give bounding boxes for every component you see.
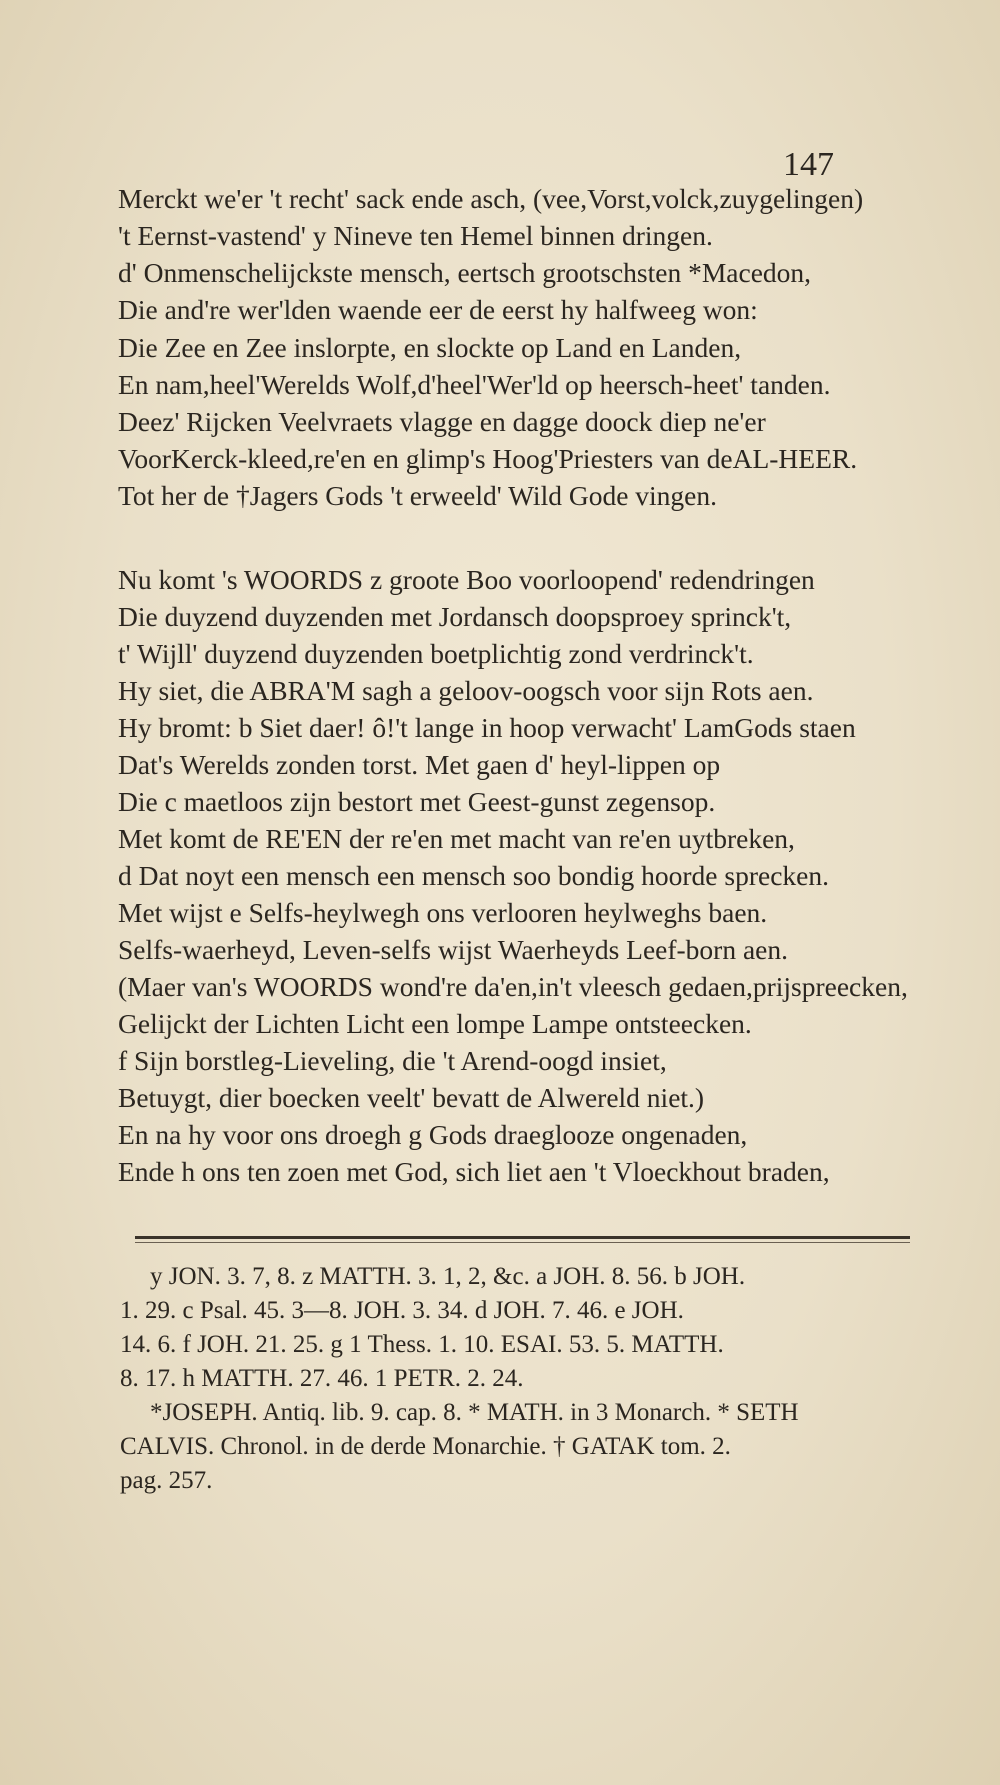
verse-line: En na hy voor ons droegh g Gods draeglooze ongenaden, [118, 1119, 748, 1150]
verse-line: Selfs-waerheyd, Leven-selfs wijst Waerheyds Leef-born aen. [118, 934, 789, 965]
verse-line: Merckt we'er 't recht' sack ende asch, (vee,Vorst,volck,zuygelingen) [118, 183, 864, 214]
footnote-separator-thin-rule [135, 1242, 910, 1243]
footnote-line: 14. 6. f JOH. 21. 25. g 1 Thess. 1. 10. ESAI. 53. 5. MATTH. [120, 1331, 724, 1358]
verse-line: En nam,heel'Werelds Wolf,d'heel'Wer'ld op heersch-heet' tanden. [118, 369, 831, 400]
verse-line: Tot her de †Jagers Gods 't erweeld' Wild Gode vingen. [118, 480, 717, 511]
footnote-line: pag. 257. [120, 1467, 213, 1494]
footnote-line: 1. 29. c Psal. 45. 3—8. JOH. 3. 34. d JOH. 7. 46. e JOH. [120, 1297, 684, 1324]
verse-line: Die Zee en Zee inslorpte, en slockte op Land en Landen, [118, 332, 742, 363]
verse-line: Nu komt 's WOORDS z groote Boo voorloopend' redendringen [118, 564, 815, 595]
verse-line: Die and're wer'lden waende eer de eerst hy halfweeg won: [118, 294, 758, 325]
verse-line: t' Wijll' duyzend duyzenden boetplichtig zond verdrinck't. [118, 638, 754, 669]
verse-line: d' Onmenschelijckste mensch, eertsch grootschsten *Macedon, [118, 257, 812, 288]
verse-line: Hy siet, die ABRA'M sagh a geloov-oogsch voor sijn Rots aen. [118, 675, 814, 706]
verse-line: VoorKerck-kleed,re'en en glimp's Hoog'Priesters van deAL-HEER. [118, 443, 858, 474]
verse-line: Die c maetloos zijn bestort met Geest-gunst zegensop. [118, 786, 716, 817]
verse-line: Die duyzend duyzenden met Jordansch doopsproey sprinck't, [118, 601, 792, 632]
verse-line: d Dat noyt een mensch een mensch soo bondig hoorde sprecken. [118, 860, 829, 891]
footnote-line: CALVIS. Chronol. in de derde Monarchie. † GATAK tom. 2. [120, 1433, 731, 1460]
verse-line: f Sijn borstleg-Lieveling, die 't Arend-oogd insiet, [118, 1045, 667, 1076]
verse-line: Hy bromt: b Siet daer! ô!'t lange in hoop verwacht' LamGods staen [118, 712, 856, 743]
verse-line: Met komt de RE'EN der re'en met macht van re'en uytbreken, [118, 823, 795, 854]
page-number: 147 [783, 146, 834, 183]
footnote-line: 8. 17. h MATTH. 27. 46. 1 PETR. 2. 24. [120, 1365, 524, 1392]
footnote-separator-rule [135, 1236, 910, 1239]
verse-line: Gelijckt der Lichten Licht een lompe Lampe ontsteecken. [118, 1008, 752, 1039]
verse-line: (Maer van's WOORDS wond're da'en,in't vleesch gedaen,prijspreecken, [118, 971, 908, 1002]
footnote-line: y JON. 3. 7, 8. z MATTH. 3. 1, 2, &c. a JOH. 8. 56. b JOH. [150, 1263, 746, 1290]
footnote-line: *JOSEPH. Antiq. lib. 9. cap. 8. * MATH. in 3 Monarch. * SETH [150, 1399, 799, 1426]
verse-line: 't Eernst-vastend' y Nineve ten Hemel binnen dringen. [118, 220, 713, 251]
verse-line: Ende h ons ten zoen met God, sich liet aen 't Vloeckhout braden, [118, 1156, 830, 1187]
verse-line: Dat's Werelds zonden torst. Met gaen d' heyl-lippen op [118, 749, 721, 780]
verse-line: Deez' Rijcken Veelvraets vlagge en dagge doock diep ne'er [118, 406, 766, 437]
verse-line: Met wijst e Selfs-heylwegh ons verlooren heylweghs baen. [118, 897, 768, 928]
verse-line: Betuygt, dier boecken veelt' bevatt de Alwereld niet.) [118, 1082, 705, 1113]
